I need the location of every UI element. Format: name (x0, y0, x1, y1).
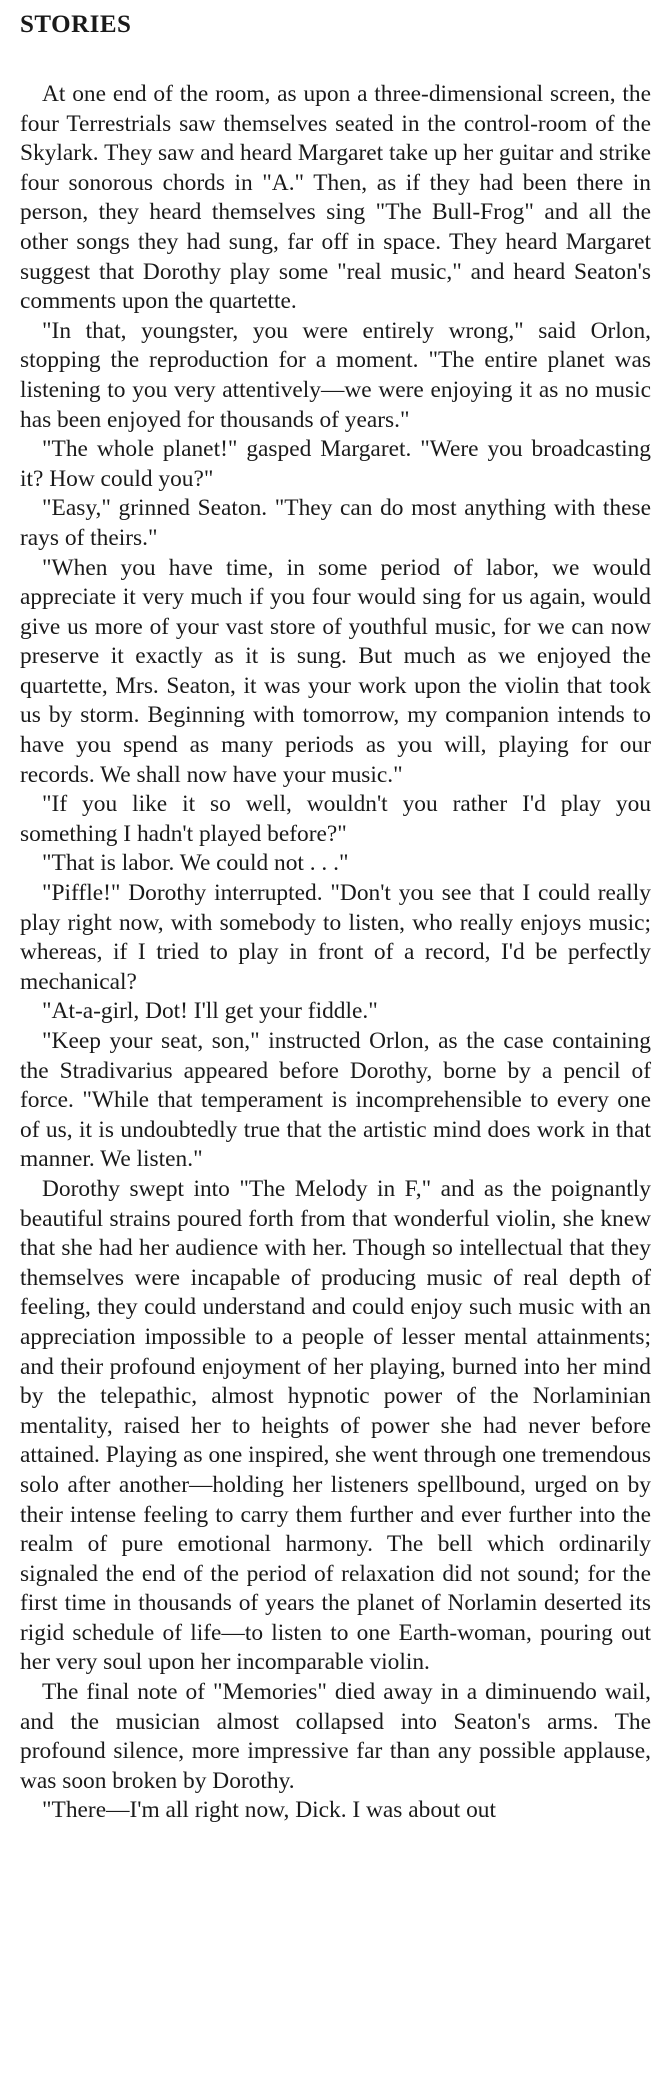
paragraph: Dorothy swept into "The Melody in F," and as the poignantly beautiful strains poured forth from that wonderful violin, she knew that she had her audience with her. Though so intellectual that they themselves were incapable of producing music of real depth of feeling, they could understand and could enjoy such music with an appreciation impossible to a people of lesser mental attainments; and their profound enjoyment of her playing, burned into her mind by the telepathic, almost hypnotic power of the Norlaminian mentality, raised her to heights of power she had never before attained. Playing as one inspired, she went through one tremendous solo after another—holding her listeners spellbound, urged on by their intense feeling to carry them further and ever further into the realm of pure emotional harmony. The bell which ordinarily signaled the end of the period of relaxation did not sound; for the first time in thousands of years the planet of Norlamin deserted its rigid schedule of life—to listen to one Earth-woman, pouring out her very soul upon her incomparable violin. (20, 1175, 651, 1676)
section-header: STORIES (20, 11, 132, 38)
article-body (20, 80, 651, 1826)
paragraph: "If you like it so well, wouldn't you rather I'd play you something I hadn't played before?" (20, 791, 651, 847)
paragraph: "Keep your seat, son," instructed Orlon, as the case containing the Stradivarius appeared before Dorothy, borne by a pencil of force. "While that temperament is incomprehensible to every one of us, it is undoubtedly true that the artistic mind does work in that manner. We listen." (20, 1028, 651, 1173)
paragraph: "There—I'm all right now, Dick. I was about out (42, 1797, 496, 1824)
paragraph: "Piffle!" Dorothy interrupted. "Don't you see that I could really play right now, with somebody to listen, who really enjoys music; whereas, if I tried to play in front of a record, I'd be perfectly mechanical? (20, 880, 651, 995)
paragraph: "Easy," grinned Seaton. "They can do most anything with these rays of theirs." (20, 495, 651, 551)
paragraph: At one end of the room, as upon a three-dimensional screen, the four Terrestrials saw themselves seated in the control-room of the Skylark. They saw and heard Margaret take up her guitar and strike four sonorous chords in "A." Then, as if they had been there in person, they heard themselves sing "The Bull-Frog" and all the other songs they had sung, far off in space. They heard Margaret suggest that Dorothy play some "real music," and heard Seaton's comments upon the quartette. (20, 81, 651, 315)
paragraph: "At-a-girl, Dot! I'll get your fiddle." (42, 998, 378, 1025)
paragraph: "The whole planet!" gasped Margaret. "Were you broadcasting it? How could you?" (20, 436, 651, 492)
paragraph: "When you have time, in some period of labor, we would appreciate it very much if you four would sing for us again, would give us more of your vast store of youthful music, for we can now preserve it exactly as it is sung. But much as we enjoyed the quartette, Mrs. Seaton, it was your work upon the violin that took us by storm. Beginning with tomorrow, my companion intends to have you spend as many periods as you will, playing for our records. We shall now have your music." (20, 554, 651, 788)
paragraph: "In that, youngster, you were entirely wrong," said Orlon, stopping the reproduction for a moment. "The entire planet was listening to you very attentively—we were enjoying it as no music has been enjoyed for thousands of years." (20, 317, 651, 433)
paragraph: "That is labor. We could not . . ." (42, 850, 349, 877)
paragraph: The final note of "Memories" died away in a diminuendo wail, and the musician almost collapsed into Seaton's arms. The profound silence, more impressive far than any possible applause, was soon broken by Dorothy. (20, 1679, 651, 1794)
